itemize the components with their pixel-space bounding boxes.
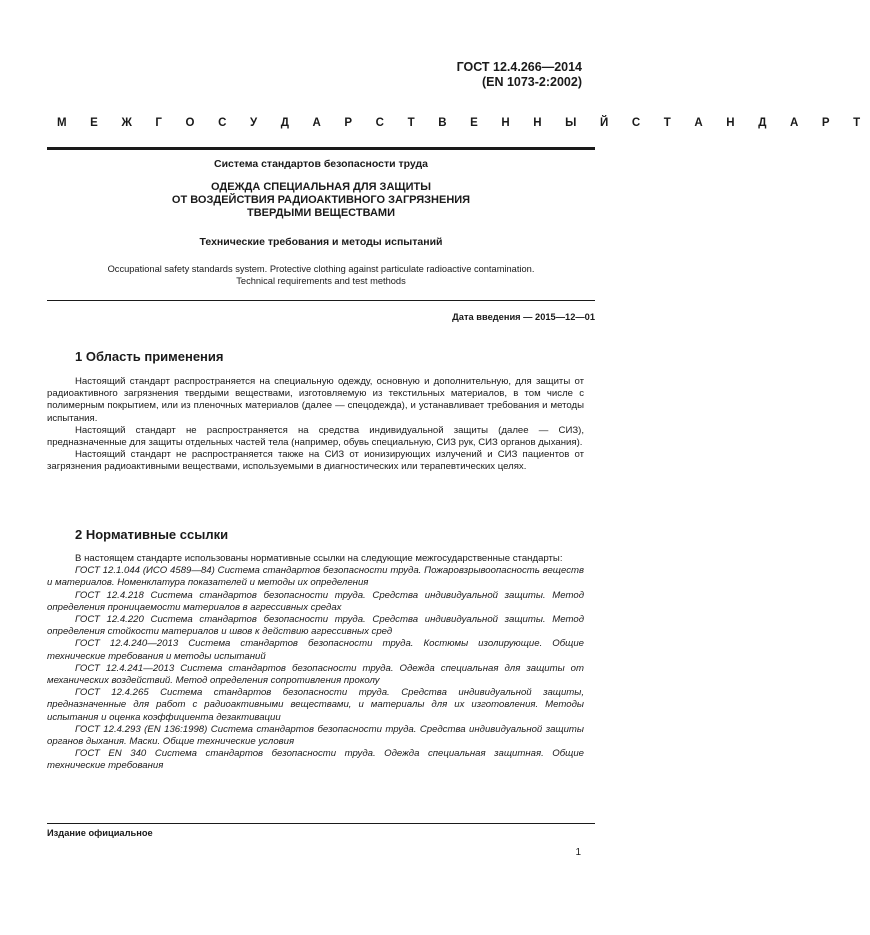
section-heading-scope: 1 Область применения [75, 349, 224, 364]
title-rule [47, 300, 595, 301]
paragraph: Настоящий стандарт не распространяется на средства индивидуальной защиты (далее — СИЗ), предназначенные для защиты отдельных частей тела (например, обувь специальную, СИЗ рук, СИЗ органов дыхания). [47, 424, 584, 449]
gost-number: ГОСТ 12.4.266—2014 [456, 60, 582, 74]
series-title: Система стандартов безопасности труда [213, 158, 429, 170]
section-heading-normative-refs: 2 Нормативные ссылки [75, 527, 229, 542]
paragraph: Настоящий стандарт не распространяется также на СИЗ от ионизирующих излучений и СИЗ пациентов от загрязнения радиоактивными веществами, используемыми в диагностических или терапевтических целях. [47, 449, 584, 473]
main-title [47, 181, 595, 220]
footer-rule [47, 823, 595, 824]
main-title-line: ОТ ВОЗДЕЙСТВИЯ РАДИОАКТИВНОГО ЗАГРЯЗНЕНИЯ [171, 194, 471, 206]
paragraph: Настоящий стандарт распространяется на специальную одежду, основную и дополнительную, для защиты от радиоактивного загрязнения твердыми веществами, изготовляемую из текстильных материалов, в том числе с полимерным покрытием, или из пленочных материалов (далее — спецодежда), и устанавливает требования и методы испытания. [47, 376, 584, 424]
interstate-standard-label: М Е Ж Г О С У Д А Р С Т В Е Н Н Ы Й С Т А Н Д А Р Т [57, 117, 870, 129]
english-title [47, 263, 595, 287]
english-title-line: Occupational safety standards system. Protective clothing against particulate radioactive contamination. [107, 264, 535, 274]
reference-item: ГОСТ EN 340 Система стандартов безопасности труда. Одежда специальная защитная. Общие технические требования [47, 748, 584, 772]
main-title-line: ОДЕЖДА СПЕЦИАЛЬНАЯ ДЛЯ ЗАЩИТЫ [211, 181, 431, 193]
subtitle: Технические требования и методы испытаний [199, 236, 443, 248]
paragraph: В настоящем стандарте использованы нормативные ссылки на следующие межгосударственные стандарты: [75, 553, 563, 564]
section-normative-refs-body [47, 553, 584, 773]
reference-item: ГОСТ 12.4.218 Система стандартов безопасности труда. Средства индивидуальной защиты. Метод определения проницаемости материалов в агрессивных средах [47, 589, 584, 613]
reference-item: ГОСТ 12.4.241—2013 Система стандартов безопасности труда. Одежда специальная для защиты от механических воздействий. Метод определения сопротивления проколу [47, 662, 584, 687]
page-number: 1 [575, 847, 581, 858]
reference-item: ГОСТ 12.4.293 (EN 136:1998) Система стандартов безопасности труда. Средства индивидуальной защиты органов дыхания. Маски. Общие технические условия [47, 723, 584, 748]
en-number: (EN 1073-2:2002) [481, 75, 582, 89]
reference-item: ГОСТ 12.4.220 Система стандартов безопасности труда. Средства индивидуальной защиты. Метод определения стойкости материалов и швов к действию агрессивных сред [47, 614, 584, 638]
section-scope-body [47, 376, 584, 474]
introduction-date: Дата введения — 2015—12—01 [452, 312, 595, 322]
header-rule [47, 147, 595, 150]
reference-item: ГОСТ 12.4.265 Система стандартов безопасности труда. Средства индивидуальной защиты, предназначенные для работ с радиоактивными веществами, и материалы для их изготовления. Методы испытания и оценка коэффициента дезактивации [47, 687, 584, 723]
reference-item: ГОСТ 12.1.044 (ИСО 4589—84) Система стандартов безопасности труда. Пожаровзрывоопасность веществ и материалов. Номенклатура показателей и методы их определения [47, 565, 584, 589]
edition-label: Издание официальное [47, 828, 153, 838]
english-title-line: Technical requirements and test methods [236, 276, 406, 286]
main-title-line: ТВЕРДЫМИ ВЕЩЕСТВАМИ [246, 207, 395, 219]
gost-designation [457, 60, 582, 90]
reference-item: ГОСТ 12.4.240—2013 Система стандартов безопасности труда. Костюмы изолирующие. Общие технические требования и методы испытаний [47, 638, 584, 662]
